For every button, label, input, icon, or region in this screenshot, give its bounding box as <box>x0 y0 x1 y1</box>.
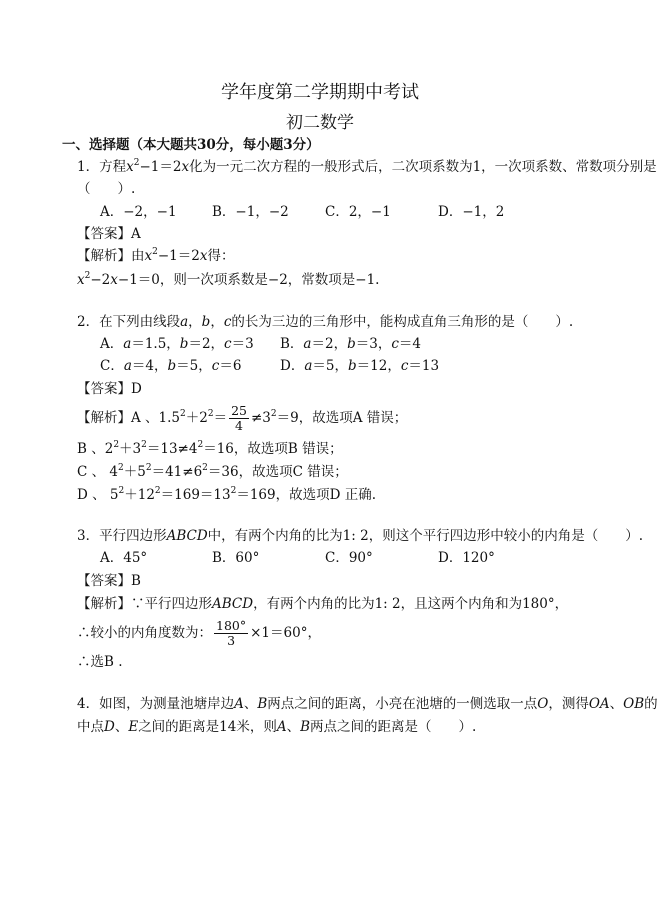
q1-option-d: D．−1，2 <box>438 204 505 220</box>
q1-answer: 【答案】A <box>77 226 141 242</box>
q3-answer: 【答案】B <box>77 573 141 589</box>
q3-fraction: $\frac{180^\circ}{3}$ <box>216 618 247 648</box>
q2-option-c: C．a＝4，b＝5，c＝6 <box>100 358 242 374</box>
page-title: 学年度第二学期期中考试 <box>221 82 419 103</box>
section-heading: 一、选择题（本大题共30分，每小题3分） <box>62 137 320 153</box>
q1-option-c: C．2，−1 <box>325 204 391 220</box>
q3-analysis-1: 【解析】∵平行四边形ABCD，有两个内角的比为1: 2，且这两个内角和为180°， <box>77 596 569 612</box>
q3-analysis-2: ∴较小的内角度数为： $\frac{180^\circ}{3}$ ×1＝60°， <box>77 618 321 648</box>
q2-analysis-b: B 、$2^2+3^2=13\ne 4^2=16$，故选项B 错误； <box>77 440 343 457</box>
q3-option-b: B．60° <box>212 550 260 566</box>
q2-option-a: A．a＝1.5，b＝2，c＝3 <box>100 336 254 352</box>
q1-analysis-line2: $x^2-2x-1=0$，则一次项系数是−2，常数项是−1. <box>77 271 380 288</box>
q1-analysis: 【解析】由$x^2-1=2x$得： <box>77 247 235 264</box>
q3-option-d: D．120° <box>438 550 495 566</box>
q1-stem: 1．方程$x^2-1=2x$化为一元二次方程的一般形式后，二次项系数为1，一次项系数、常数项分别是 <box>77 158 657 175</box>
q4-stem-line2: 中点D、E之间的距离是14米，则A、B两点之间的距离是（ ）. <box>77 719 477 735</box>
q2-option-b: B．a＝2，b＝3，c＝4 <box>280 336 421 352</box>
q2-answer: 【答案】D <box>77 381 142 397</box>
q2-stem: 2．在下列由线段a，b，c的长为三边的三角形中，能构成直角三角形的是（ ）. <box>77 314 574 330</box>
page-subtitle: 初二数学 <box>286 113 354 133</box>
q2-analysis-d: D 、 $5^2+12^2=169=13^2=169$，故选项D 正确. <box>77 486 377 503</box>
q3-analysis-3: ∴选B . <box>77 654 123 670</box>
q3-option-a: A．45° <box>100 550 148 566</box>
q2-fraction: $\frac{25}{4}$ <box>231 403 247 433</box>
q3-stem: 3．平行四边形ABCD中，有两个内角的比为1: 2，则这个平行四边形中较小的内角是（ ）. <box>77 528 643 544</box>
q2-analysis-c: C 、 $4^2+5^2=41\ne 6^2=36$，故选项C 错误； <box>77 463 348 480</box>
q1-paren: （ ）. <box>77 181 136 197</box>
q4-stem-line1: 4．如图，为测量池塘岸边A、B两点之间的距离，小亮在池塘的一侧选取一点O，测得OA、OB的 <box>77 696 658 712</box>
q2-option-d: D．a＝5，b＝12，c＝13 <box>280 358 440 374</box>
q1-option-a: A．−2，−1 <box>100 204 177 220</box>
q1-option-b: B．−1，−2 <box>212 204 289 220</box>
q2-analysis-a: 【解析】A 、$1.5^2+2^2=$ $\frac{25}{4}$ $\ne 3^2=9$，故选项A 错误； <box>77 403 408 433</box>
q3-option-c: C．90° <box>325 550 373 566</box>
